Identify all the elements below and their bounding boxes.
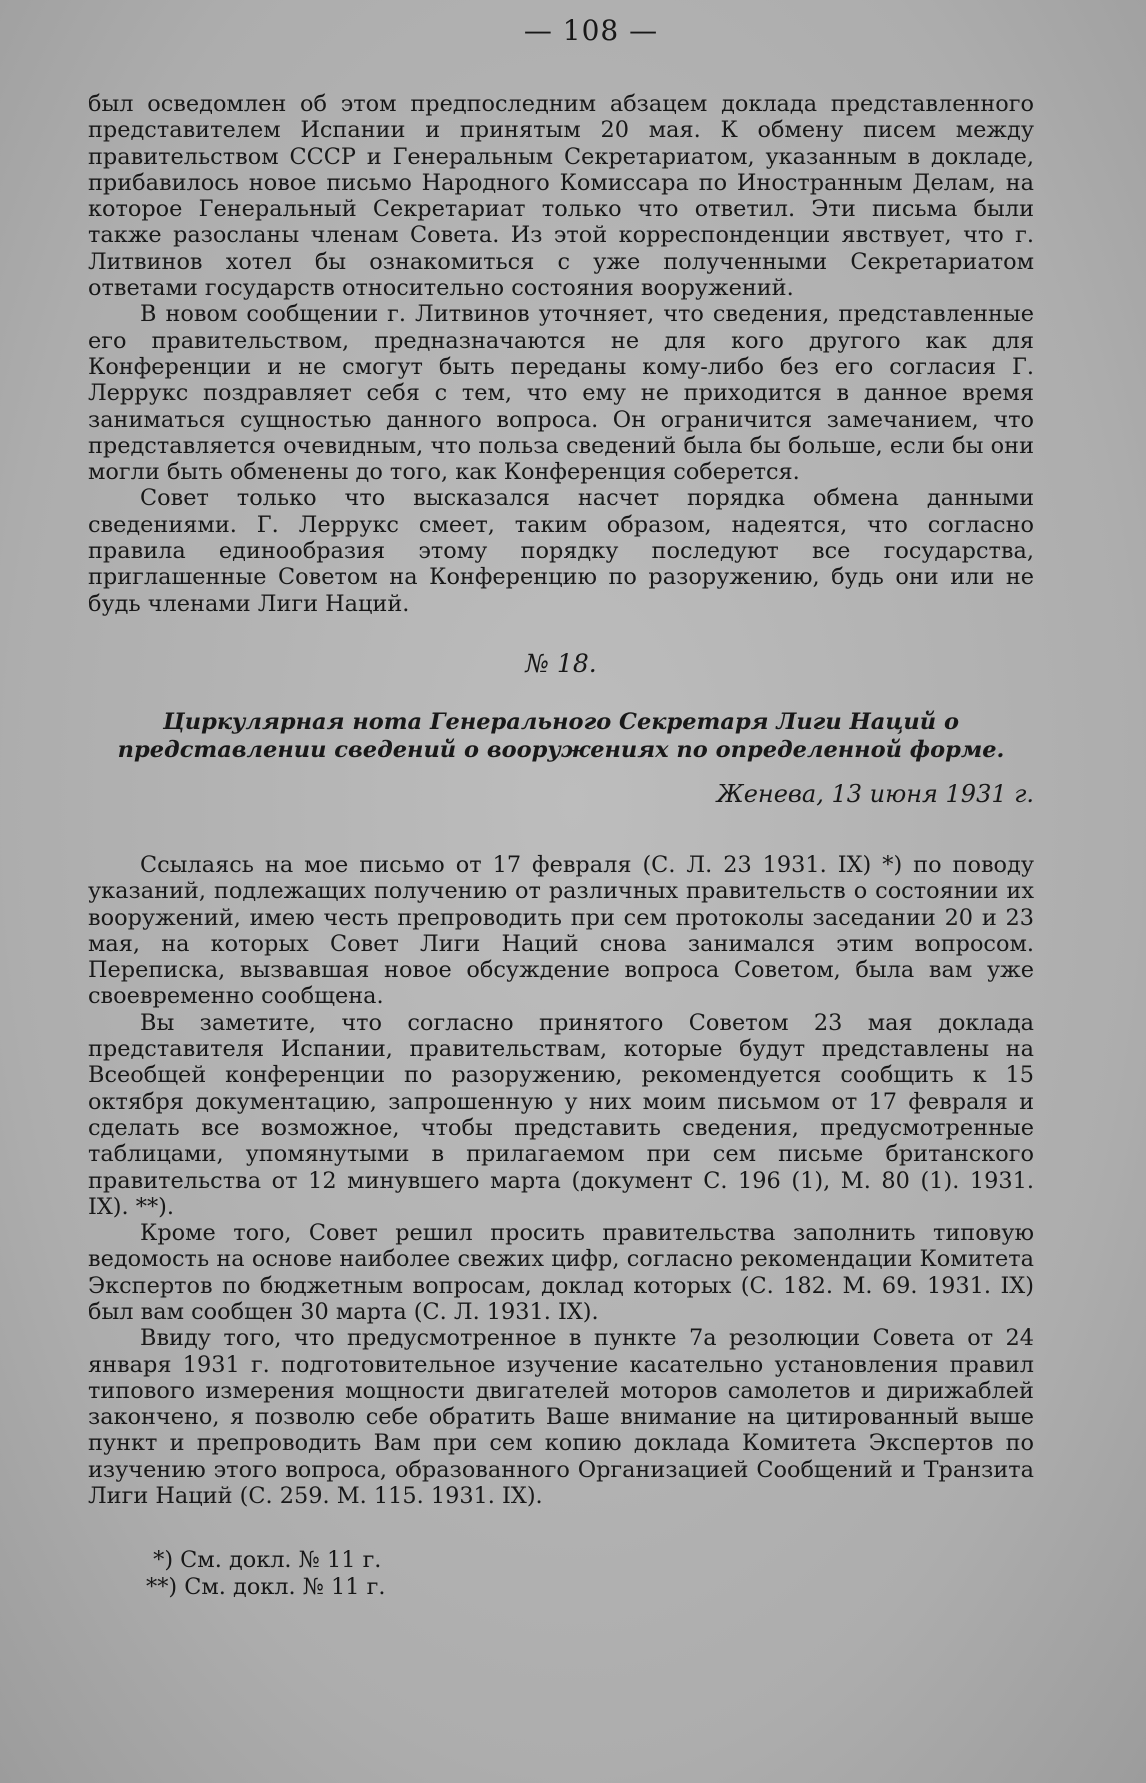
paragraph: Ссылаясь на мое письмо от 17 февраля (С. Л. 23 1931. IX) *) по поводу указаний, подлежащих получению от различных правительств о состоянии их вооружений, имею честь препроводить при сем протоколы заседании 20 и 23 мая, на которых Совет Лиги Наций снова занимался этим вопросом. Переписка, вызвавшая новое обсуждение вопроса Советом, была вам уже своевременно сообщена. [88, 851, 1034, 1010]
place-and-date: Женева, 13 июня 1931 г. [716, 779, 1034, 808]
footnote: **) См. докл. № 11 г. [146, 1573, 386, 1600]
paragraph: Совет только что высказался насчет порядка обмена данными сведениями. Г. Леррукс смеет, таким образом, надеятся, что согласно правила единообразия этому порядку последуют все государства, приглашенные Советом на Конференцию по разоружению, будь они или не будь членами Лиги Наций. [88, 485, 1034, 617]
paragraph: Вы заметите, что согласно принятого Советом 23 мая доклада представителя Испании, правительствам, которые будут представлены на Всеобщей конференции по разоружению, рекомендуется сообщить к 15 октября документацию, запрошенную у них моим письмом от 17 февраля и сделать все возможное, чтобы представить сведения, предусмотренные таблицами, упомянутыми в прилагаемом при сем письме британского правительства от 12 минувшего марта (документ С. 196 (1), М. 80 (1). 1931. IX). **). [88, 1009, 1034, 1220]
page-number: — 108 — [523, 14, 659, 47]
document-title: Циркулярная нота Генерального Секретаря Лиги Наций о представлении сведений о вооружениях по определенной форме. [117, 708, 1005, 763]
body-text-section-1 [88, 91, 1034, 617]
paragraph: В новом сообщении г. Литвинов уточняет, что сведения, представленные его правительством, предназначаются не для кого другого как для Конференции и не смогут быть переданы кому-либо без его согласия Г. Леррукс поздравляет себя с тем, что ему не приходится в данное время заниматься сущностью данного вопроса. Он ограничится замечанием, что представляется очевидным, что польза сведений была бы больше, если бы они могли быть обменены до того, как Конференция соберется. [88, 301, 1034, 486]
footnotes [88, 1547, 1034, 1600]
paragraph: Ввиду того, что предусмотренное в пункте 7а резолюции Совета от 24 января 1931 г. подготовительное изучение касательно установления правил типового измерения мощности двигателей моторов самолетов и дирижаблей закончено, я позволю себе обратить Ваше внимание на цитированный выше пункт и препроводить Вам при сем копию доклада Комитета Экспертов по изучению этого вопроса, образованного Организацией Сообщений и Транзита Лиги Наций (С. 259. М. 115. 1931. IX). [88, 1325, 1034, 1510]
body-text-section-2 [88, 852, 1034, 1509]
paragraph: Кроме того, Совет решил просить правительства заполнить типовую ведомость на основе наиболее свежих цифр, согласно рекомендации Комитета Экспертов по бюджетным вопросам, доклад которых (С. 182. М. 69. 1931. IX) был вам сообщен 30 марта (С. Л. 1931. IX). [88, 1220, 1034, 1325]
paragraph: был осведомлен об этом предпоследним абзацем доклада представленного представителем Испании и принятым 20 мая. К обмену писем между правительством СССР и Генеральным Секретариатом, указанным в докладе, прибавилось новое письмо Народного Комиссара по Иностранным Делам, на которое Генеральный Секретариат только что ответил. Эти письма были также разосланы членам Совета. Из этой корреспонденции явствует, что г. Литвинов хотел бы ознакомиться с уже полученными Секретариатом ответами государств относительно состояния вооружений. [88, 91, 1034, 302]
footnote: *) См. докл. № 11 г. [146, 1547, 382, 1574]
document-number: № 18. [525, 648, 597, 678]
